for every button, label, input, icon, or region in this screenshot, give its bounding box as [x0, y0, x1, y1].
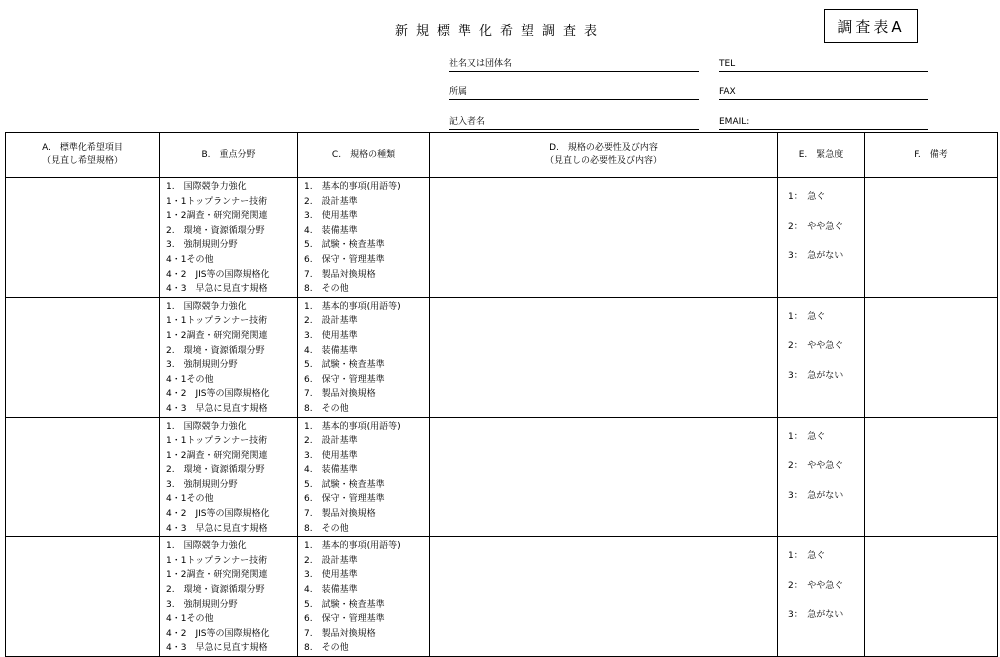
- remarks-cell[interactable]: [865, 537, 998, 657]
- list-item: 5. 試験・検査基準: [304, 599, 385, 610]
- list-item: 3. 強制規則分野: [166, 360, 238, 371]
- necessity-content-cell[interactable]: [430, 417, 778, 537]
- company-name-field[interactable]: [449, 57, 699, 72]
- list-item: 6. 保守・管理基準: [304, 254, 385, 265]
- standard-type-cell: [298, 417, 430, 537]
- list-item: 2. 設計基準: [304, 316, 358, 327]
- list-item: 4・2 JIS等の国際規格化: [166, 509, 270, 520]
- list-item: 4・2 JIS等の国際規格化: [166, 269, 270, 280]
- list-item: 2. 設計基準: [304, 555, 358, 566]
- list-item: 4・1その他: [166, 494, 214, 505]
- list-item: 3. 強制規則分野: [166, 240, 238, 251]
- email-label: EMAIL:: [719, 117, 750, 127]
- list-item: 2. 環境・資源循環分野: [166, 225, 265, 236]
- list-item: 8. その他: [304, 643, 349, 654]
- focus-area-cell: [160, 417, 298, 537]
- survey-table: [5, 132, 998, 657]
- department-label: 所属: [449, 87, 468, 97]
- column-header-a: A. 標準化希望項目 （見直し希望規格）: [6, 133, 160, 178]
- list-item: 7. 製品対換規格: [304, 628, 376, 639]
- necessity-content-cell[interactable]: [430, 537, 778, 657]
- list-item: 1・2調査・研究開発関連: [166, 330, 268, 341]
- list-item: 7. 製品対換規格: [304, 269, 376, 280]
- list-item: 3. 使用基準: [304, 450, 358, 461]
- list-item: 3： 急がない: [788, 370, 844, 381]
- list-item: 1： 急ぐ: [788, 192, 826, 202]
- list-item: 2. 設計基準: [304, 196, 358, 207]
- list-item: 3. 強制規則分野: [166, 479, 238, 490]
- column-header-b: B. 重点分野: [160, 133, 298, 178]
- list-item: 1・2調査・研究開発関連: [166, 211, 268, 222]
- list-item: 2： やや急ぐ: [788, 221, 844, 232]
- list-item: 1. 国際競争力強化: [166, 301, 247, 312]
- remarks-cell[interactable]: [865, 417, 998, 537]
- list-item: 3： 急がない: [788, 490, 844, 501]
- list-item: 6. 保守・管理基準: [304, 374, 385, 385]
- table-row: [6, 537, 998, 657]
- column-header-e: E. 緊急度: [778, 133, 865, 178]
- request-item-cell[interactable]: [6, 178, 160, 298]
- department-field[interactable]: [449, 85, 699, 100]
- email-field[interactable]: [719, 115, 928, 130]
- writer-name-label: 記入者名: [449, 117, 486, 127]
- list-item: 4・2 JIS等の国際規格化: [166, 628, 270, 639]
- writer-name-field[interactable]: [449, 115, 699, 130]
- list-item: 2. 設計基準: [304, 436, 358, 447]
- table-row: [6, 297, 998, 417]
- list-item: 2. 環境・資源循環分野: [166, 585, 265, 596]
- standard-type-cell: [298, 537, 430, 657]
- list-item: 4・1その他: [166, 614, 214, 625]
- urgency-cell: [778, 537, 865, 657]
- standard-type-cell: [298, 297, 430, 417]
- list-item: 1. 基本的事項(用語等): [304, 421, 401, 432]
- fax-field[interactable]: [719, 85, 928, 100]
- list-item: 1： 急ぐ: [788, 551, 826, 562]
- necessity-content-cell[interactable]: [430, 297, 778, 417]
- fax-label: FAX: [719, 87, 736, 97]
- list-item: 4. 装備基準: [304, 225, 358, 236]
- list-item: 5. 試験・検査基準: [304, 240, 385, 251]
- list-item: 3： 急がない: [788, 251, 844, 261]
- list-item: 7. 製品対換規格: [304, 509, 376, 520]
- request-item-cell[interactable]: [6, 297, 160, 417]
- list-item: 4. 装備基準: [304, 345, 358, 356]
- list-item: 4. 装備基準: [304, 465, 358, 476]
- company-name-label: 社名又は団体名: [449, 59, 513, 69]
- list-item: 8. その他: [304, 523, 349, 534]
- list-item: 2： やや急ぐ: [788, 341, 844, 352]
- list-item: 3： 急がない: [788, 610, 844, 621]
- list-item: 2. 環境・資源循環分野: [166, 465, 265, 476]
- list-item: 2. 環境・資源循環分野: [166, 345, 265, 356]
- list-item: 4・3 早急に見直す規格: [166, 523, 268, 534]
- list-item: 3. 強制規則分野: [166, 599, 238, 610]
- standard-type-cell: [298, 178, 430, 298]
- urgency-cell: [778, 297, 865, 417]
- remarks-cell[interactable]: [865, 178, 998, 298]
- urgency-cell: [778, 178, 865, 298]
- table-row: [6, 178, 998, 298]
- list-item: 8. その他: [304, 403, 349, 414]
- list-item: 1・1トップランナー技術: [166, 436, 268, 447]
- list-item: 1. 国際競争力強化: [166, 541, 247, 552]
- focus-area-cell: [160, 178, 298, 298]
- list-item: 3. 使用基準: [304, 330, 358, 341]
- list-item: 1・2調査・研究開発関連: [166, 570, 268, 581]
- focus-area-cell: [160, 297, 298, 417]
- tel-field[interactable]: [719, 57, 928, 72]
- list-item: 2： やや急ぐ: [788, 580, 844, 591]
- table-header-row: [6, 133, 998, 178]
- list-item: 4. 装備基準: [304, 585, 358, 596]
- list-item: 1・1トップランナー技術: [166, 316, 268, 327]
- list-item: 1・1トップランナー技術: [166, 196, 268, 207]
- list-item: 7. 製品対換規格: [304, 389, 376, 400]
- focus-area-cell: [160, 537, 298, 657]
- request-item-cell[interactable]: [6, 417, 160, 537]
- list-item: 1. 基本的事項(用語等): [304, 541, 401, 552]
- list-item: 5. 試験・検査基準: [304, 360, 385, 371]
- list-item: 1. 基本的事項(用語等): [304, 182, 401, 192]
- list-item: 4・3 早急に見直す規格: [166, 403, 268, 414]
- column-header-c: C. 規格の種類: [298, 133, 430, 178]
- list-item: 1. 国際競争力強化: [166, 421, 247, 432]
- table-row: [6, 417, 998, 537]
- list-item: 5. 試験・検査基準: [304, 479, 385, 490]
- list-item: 1・1トップランナー技術: [166, 555, 268, 566]
- list-item: 4・2 JIS等の国際規格化: [166, 389, 270, 400]
- remarks-cell[interactable]: [865, 297, 998, 417]
- list-item: 3. 使用基準: [304, 570, 358, 581]
- tel-label: TEL: [719, 59, 736, 69]
- list-item: 3. 使用基準: [304, 211, 358, 222]
- list-item: 4・1その他: [166, 254, 214, 265]
- page-title: 新規標準化希望調査表: [394, 24, 605, 39]
- list-item: 1： 急ぐ: [788, 431, 826, 442]
- necessity-content-cell[interactable]: [430, 178, 778, 298]
- list-item: 8. その他: [304, 284, 349, 295]
- urgency-cell: [778, 417, 865, 537]
- list-item: 1. 国際競争力強化: [166, 182, 247, 192]
- list-item: 1. 基本的事項(用語等): [304, 301, 401, 312]
- list-item: 1： 急ぐ: [788, 311, 826, 322]
- list-item: 4・3 早急に見直す規格: [166, 643, 268, 654]
- list-item: 4・3 早急に見直す規格: [166, 284, 268, 295]
- list-item: 4・1その他: [166, 374, 214, 385]
- column-header-f: F. 備考: [865, 133, 998, 178]
- list-item: 2： やや急ぐ: [788, 461, 844, 471]
- column-header-d: D. 規格の必要性及び内容 （見直しの必要性及び内容）: [430, 133, 778, 178]
- form-label: 調査表A: [824, 9, 918, 43]
- request-item-cell[interactable]: [6, 537, 160, 657]
- list-item: 1・2調査・研究開発関連: [166, 450, 268, 461]
- list-item: 6. 保守・管理基準: [304, 614, 385, 625]
- list-item: 6. 保守・管理基準: [304, 494, 385, 505]
